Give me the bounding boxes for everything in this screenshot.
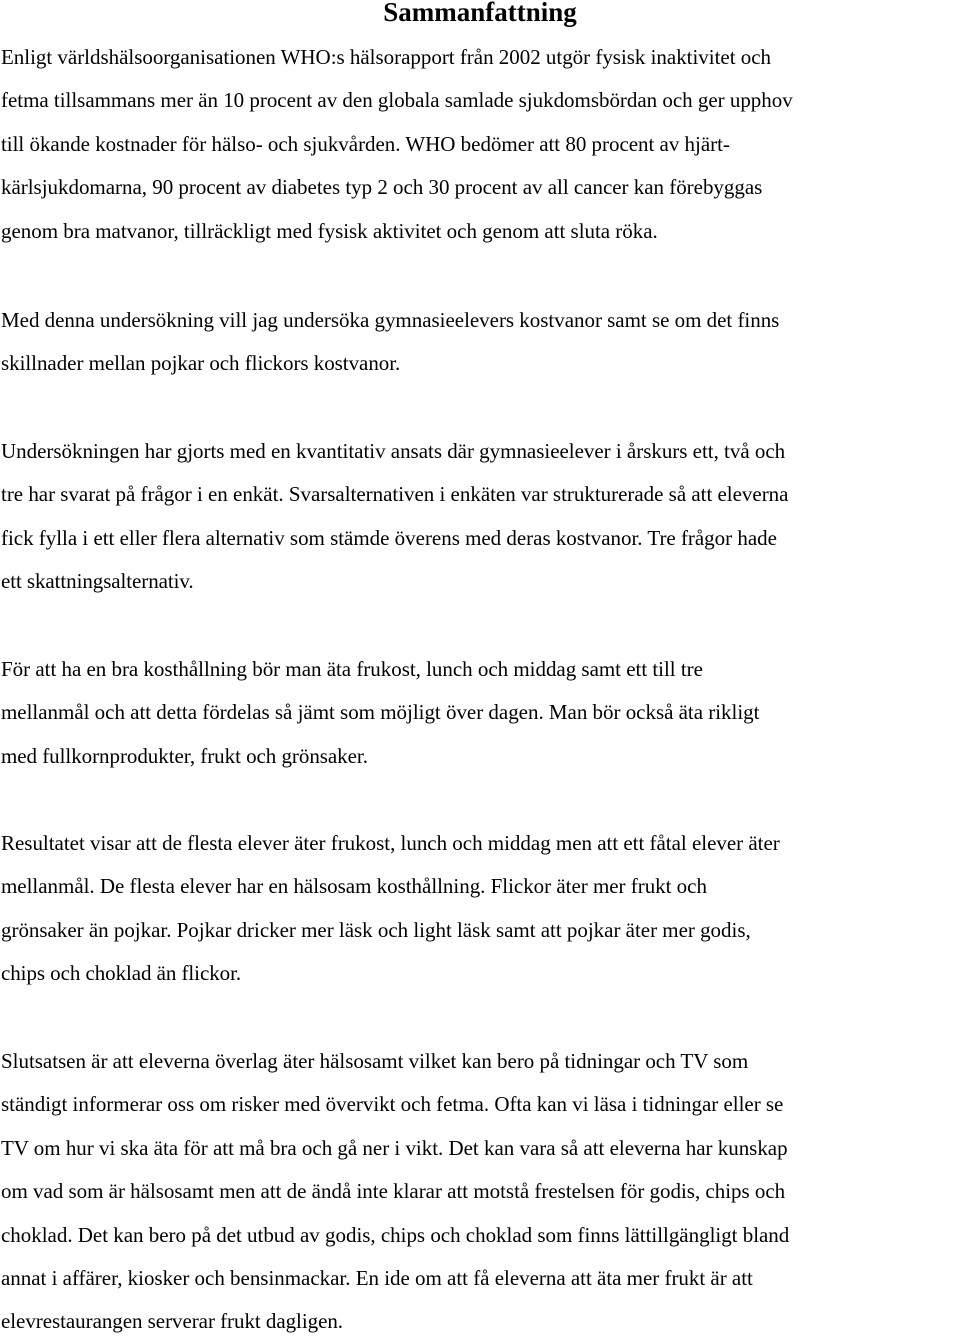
text-line: ett skattningsalternativ. [1, 569, 194, 594]
text-line: ständigt informerar oss om risker med övervikt och fetma. Ofta kan vi läsa i tidningar eller se [1, 1092, 784, 1117]
text-line: tre har svarat på frågor i en enkät. Svarsalternativen i enkäten var strukturerade så att eleverna [1, 482, 789, 507]
text-line: med fullkornprodukter, frukt och grönsaker. [1, 743, 368, 768]
text-line: Slutsatsen är att eleverna överlag äter hälsosamt vilket kan bero på tidningar och TV som [1, 1049, 749, 1073]
text-line: chips och choklad än flickor. [1, 961, 242, 986]
paragraph-study-aim [1, 299, 959, 386]
text-line: elevrestaurangen serverar frukt dagligen. [1, 1309, 343, 1334]
text-line: skillnader mellan pojkar och flickors kostvanor. [1, 351, 401, 376]
text-line: grönsaker än pojkar. Pojkar dricker mer läsk och light läsk samt att pojkar äter mer godis, [1, 917, 751, 942]
paragraph-conclusion [1, 1040, 959, 1344]
text-line: annat i affärer, kiosker och bensinmackar. En ide om att få eleverna att äta mer frukt är att [1, 1266, 753, 1291]
text-line: mellanmål. De flesta elever har en hälsosam kosthållning. Flickor äter mer frukt och [1, 874, 707, 899]
text-line: fetma tillsammans mer än 10 procent av den globala samlade sjukdomsbördan och ger upphov [1, 88, 793, 113]
text-line: till ökande kostnader för hälso- och sjukvården. WHO bedömer att 80 procent av hjärt- [1, 131, 730, 156]
text-line: genom bra matvanor, tillräckligt med fysisk aktivitet och genom att sluta röka. [1, 218, 658, 243]
page-title: Sammanfattning [383, 0, 577, 27]
text-line: om vad som är hälsosamt men att de ändå inte klarar att motstå frestelsen för godis, chips och [1, 1179, 786, 1204]
text-line: mellanmål och att detta fördelas så jämt som möjligt över dagen. Man bör också äta rikligt [1, 700, 760, 725]
text-line: kärlsjukdomarna, 90 procent av diabetes typ 2 och 30 procent av all cancer kan förebyggas [1, 175, 763, 200]
paragraph-method [1, 430, 959, 604]
text-line: För att ha en bra kosthållning bör man äta frukost, lunch och middag samt ett till tre [1, 657, 703, 681]
text-line: Resultatet visar att de flesta elever äter frukost, lunch och middag men att ett fåtal elever äter [1, 831, 780, 855]
paragraph-diet-guidelines [1, 648, 959, 778]
text-line: fick fylla i ett eller flera alternativ som stämde överens med deras kostvanor. Tre frågor hade [1, 525, 777, 550]
text-line: choklad. Det kan bero på det utbud av godis, chips och choklad som finns lättillgängligt bland [1, 1222, 790, 1247]
text-line: Med denna undersökning vill jag undersöka gymnasieelevers kostvanor samt se om det finns [1, 308, 780, 332]
text-line: Undersökningen har gjorts med en kvantitativ ansats där gymnasieelever i årskurs ett, två och [1, 439, 786, 463]
text-line: Enligt världshälsoorganisationen WHO:s hälsorapport från 2002 utgör fysisk inaktivitet och [1, 45, 772, 69]
paragraph-results [1, 822, 959, 996]
paragraph-who-background [1, 36, 959, 253]
text-line: TV om hur vi ska äta för att må bra och gå ner i vikt. Det kan vara så att eleverna har kunskap [1, 1135, 788, 1160]
